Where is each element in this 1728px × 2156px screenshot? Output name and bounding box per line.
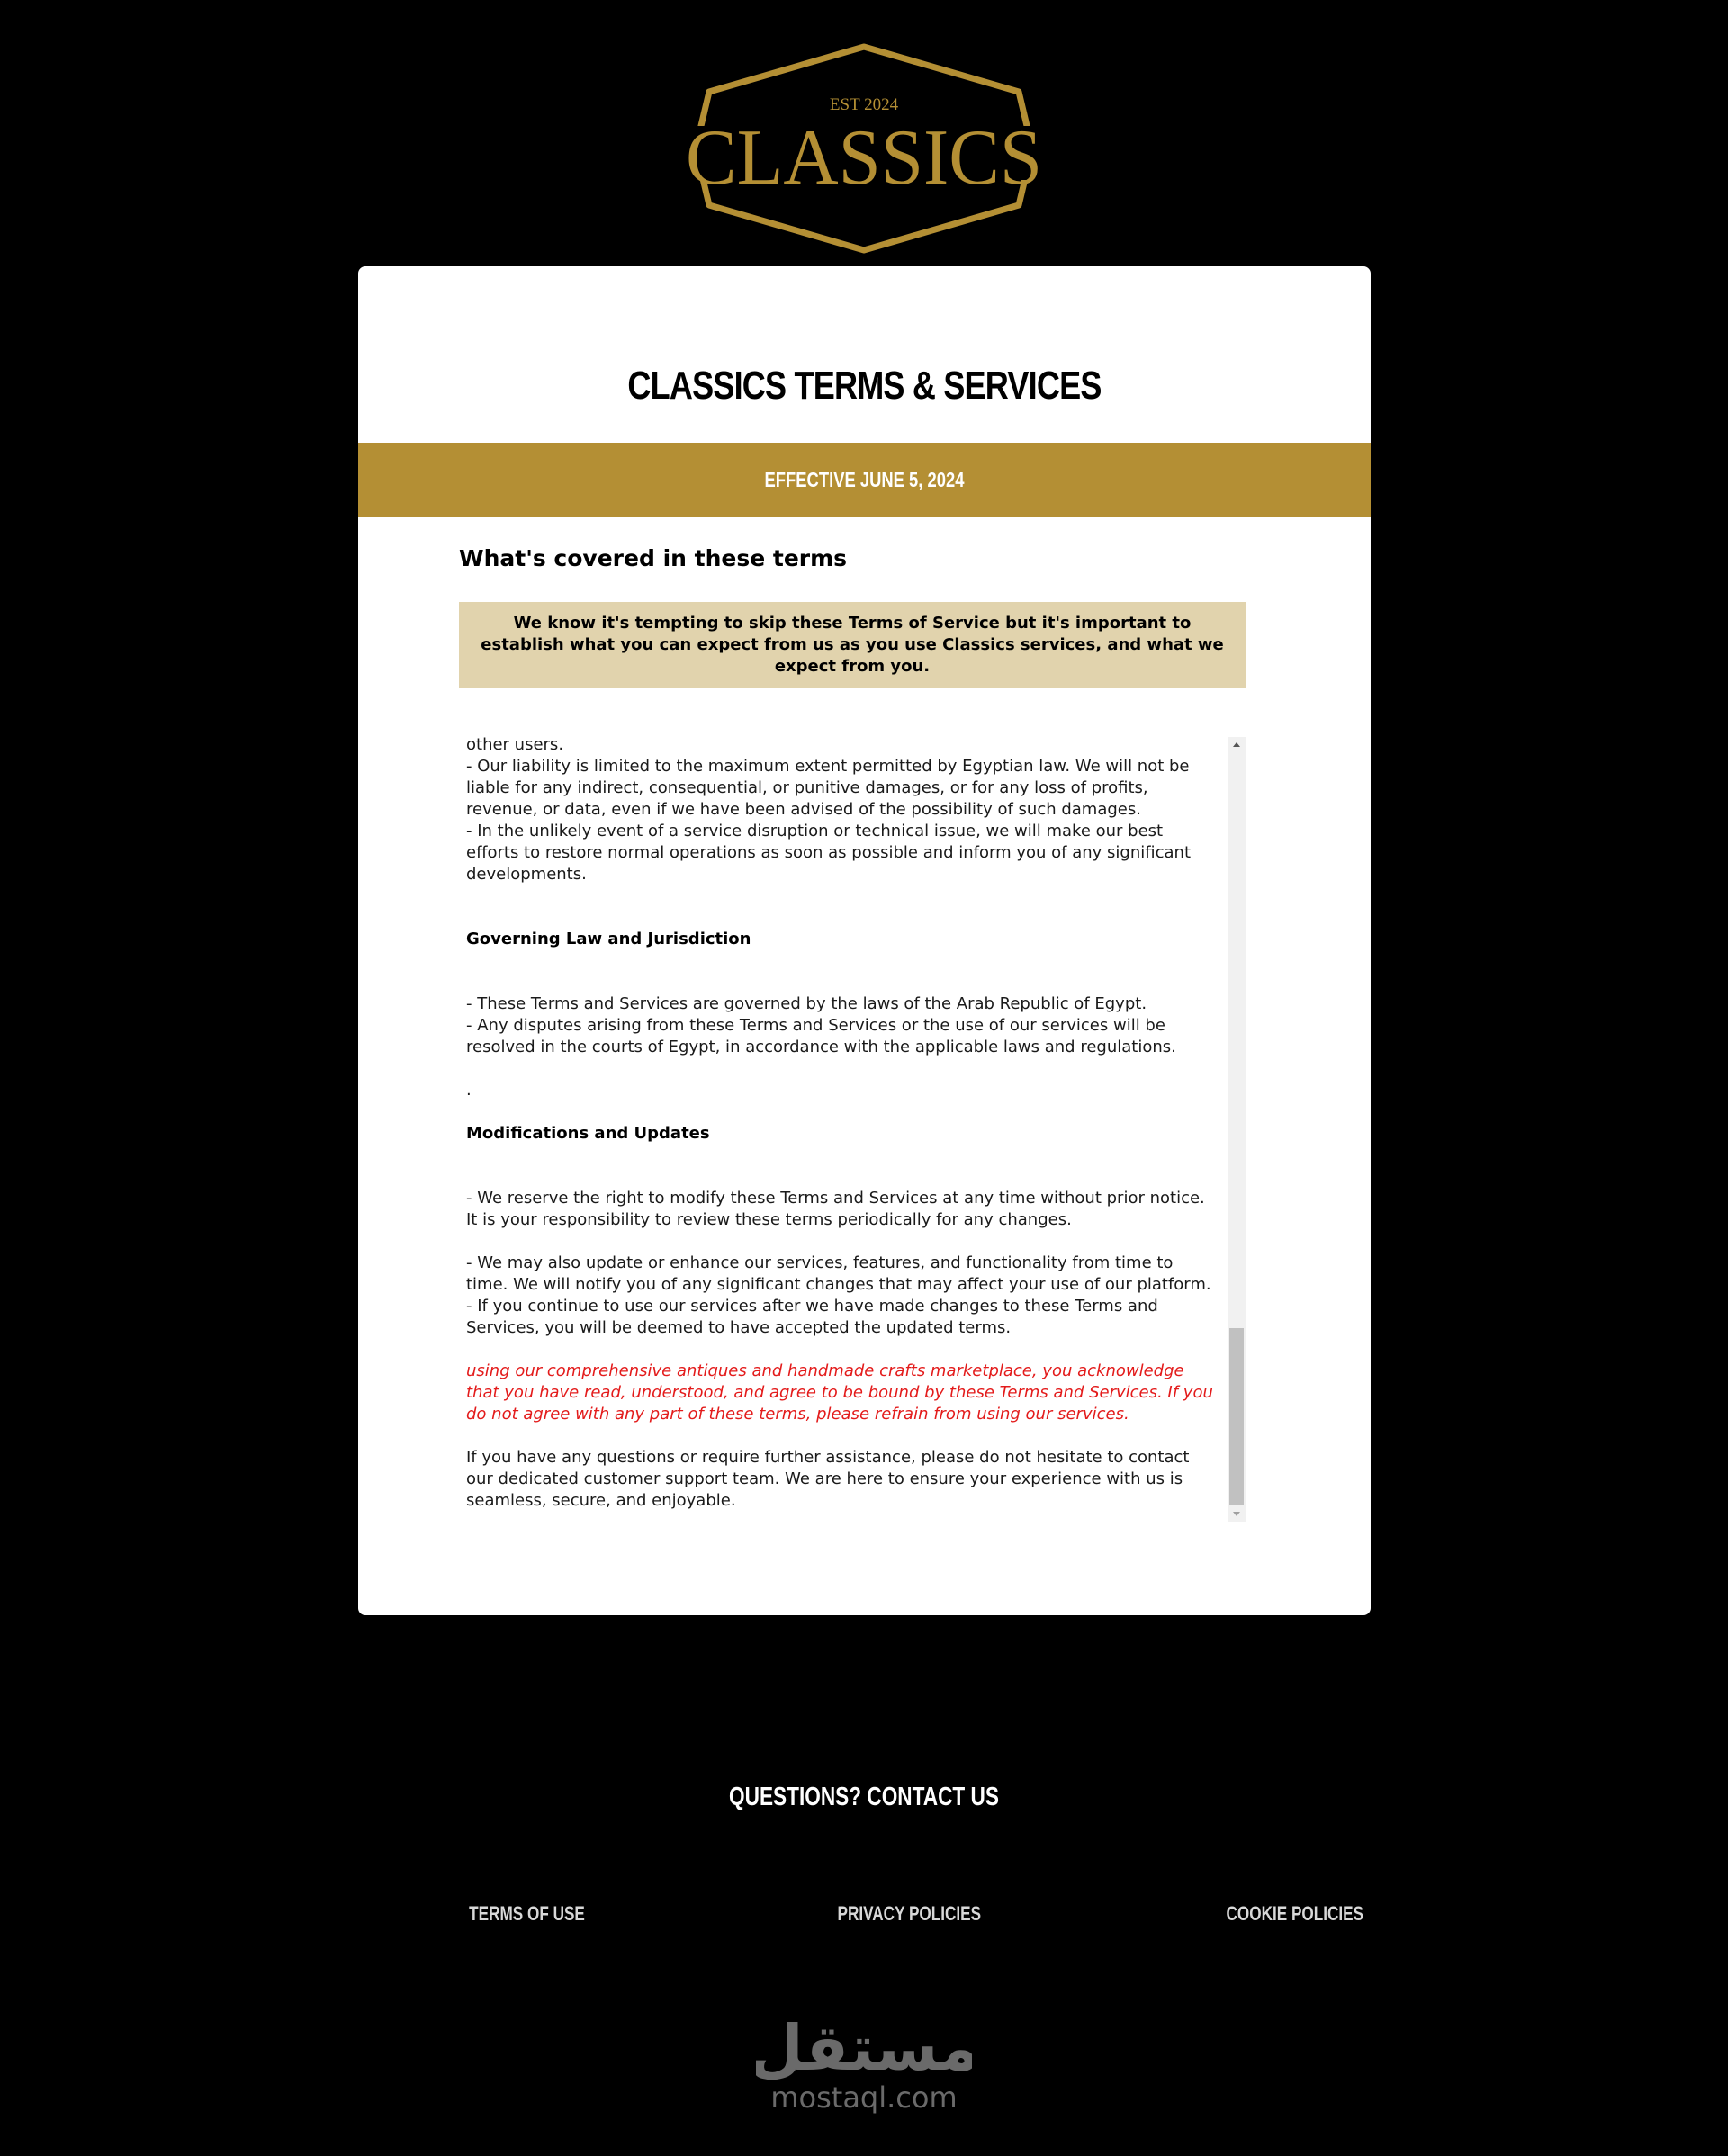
scroll-down-arrow-icon[interactable] [1228,1507,1246,1522]
terms-paragraph: - If you continue to use our services after we have made changes to these Terms and Services, you will be deemed to have accepted the updated terms. [466,1297,1158,1337]
footer-link-terms[interactable]: TERMS OF USE [469,1902,585,1925]
watermark-logo [756,2007,972,2080]
scrollbar-thumb[interactable] [1229,1328,1244,1505]
scrollbar[interactable] [1228,737,1246,1522]
terms-paragraph: - We may also update or enhance our services, features, and functionality from time to time. We will notify you of any significant changes that may affect your use of our platform. [466,1253,1211,1294]
terms-separator: . [466,1081,472,1100]
footer-link-privacy[interactable]: PRIVACY POLICIES [837,1902,982,1925]
terms-paragraph: - These Terms and Services are governed by the laws of the Arab Republic of Egypt. [466,994,1148,1013]
terms-paragraph: - In the unlikely event of a service disruption or technical issue, we will make our best efforts to restore normal operations as soon as possible and inform you of any significant developments. [466,822,1191,884]
contact-heading[interactable]: QUESTIONS? CONTACT US [729,1783,999,1811]
logo-est-text: EST 2024 [829,95,899,114]
acceptance-notice: using our comprehensive antiques and handmade crafts marketplace, you acknowledge that you have read, understood, and agree to be bound by these Terms and Services. If you do not agree with any part of these terms, please refrain from using our services. [466,1361,1213,1424]
page-title: CLASSICS TERMS & SERVICES [627,364,1102,408]
watermark [756,2007,972,2115]
closing-paragraph: If you have any questions or require further assistance, please do not hesitate to contact our dedicated customer support team. We are here to ensure your experience with us is seamless, secure, and enjoyable. [466,1448,1190,1510]
terms-paragraph: other users. [466,737,564,754]
scroll-up-arrow-icon[interactable] [1228,737,1246,751]
terms-card [358,266,1371,1615]
terms-paragraph: - Any disputes arising from these Terms and Services or the use of our services will be resolved in the courts of Egypt, in accordance with the applicable laws and regulations. [466,1016,1176,1056]
watermark-arabic-text: مستقل [756,2011,972,2080]
header [0,0,1728,266]
effective-date-text: EFFECTIVE JUNE 5, 2024 [764,468,965,491]
classics-logo[interactable] [681,40,1047,257]
terms-paragraph: - We reserve the right to modify these Terms and Services at any time without prior notice. It is your responsibility to review these terms periodically for any changes. [466,1189,1205,1229]
logo-brand-text: CLASSICS [686,114,1042,202]
section-title-modifications: Modifications and Updates [466,1124,710,1143]
notice-text: We know it's tempting to skip these Terms of Service but it's important to establish what you can expect from us as you use Classics services, and what we expect from you. [481,614,1224,676]
watermark-latin-text: mostaql.com [770,2080,958,2115]
footer-link-cookie[interactable]: COOKIE POLICIES [1226,1902,1364,1925]
terms-scroll-area[interactable] [459,737,1246,1522]
terms-content [466,737,1213,1512]
terms-paragraph: - Our liability is limited to the maximum extent permitted by Egyptian law. We will not be liable for any indirect, consequential, or punitive damages, or for any loss of profits, revenue, or data, even if we have been advised of the possibility of such damages. [466,757,1190,819]
section-title-governing: Governing Law and Jurisdiction [466,930,752,948]
effective-date-band [358,443,1371,517]
notice-box [459,602,1246,688]
covered-heading: What's covered in these terms [459,545,848,571]
